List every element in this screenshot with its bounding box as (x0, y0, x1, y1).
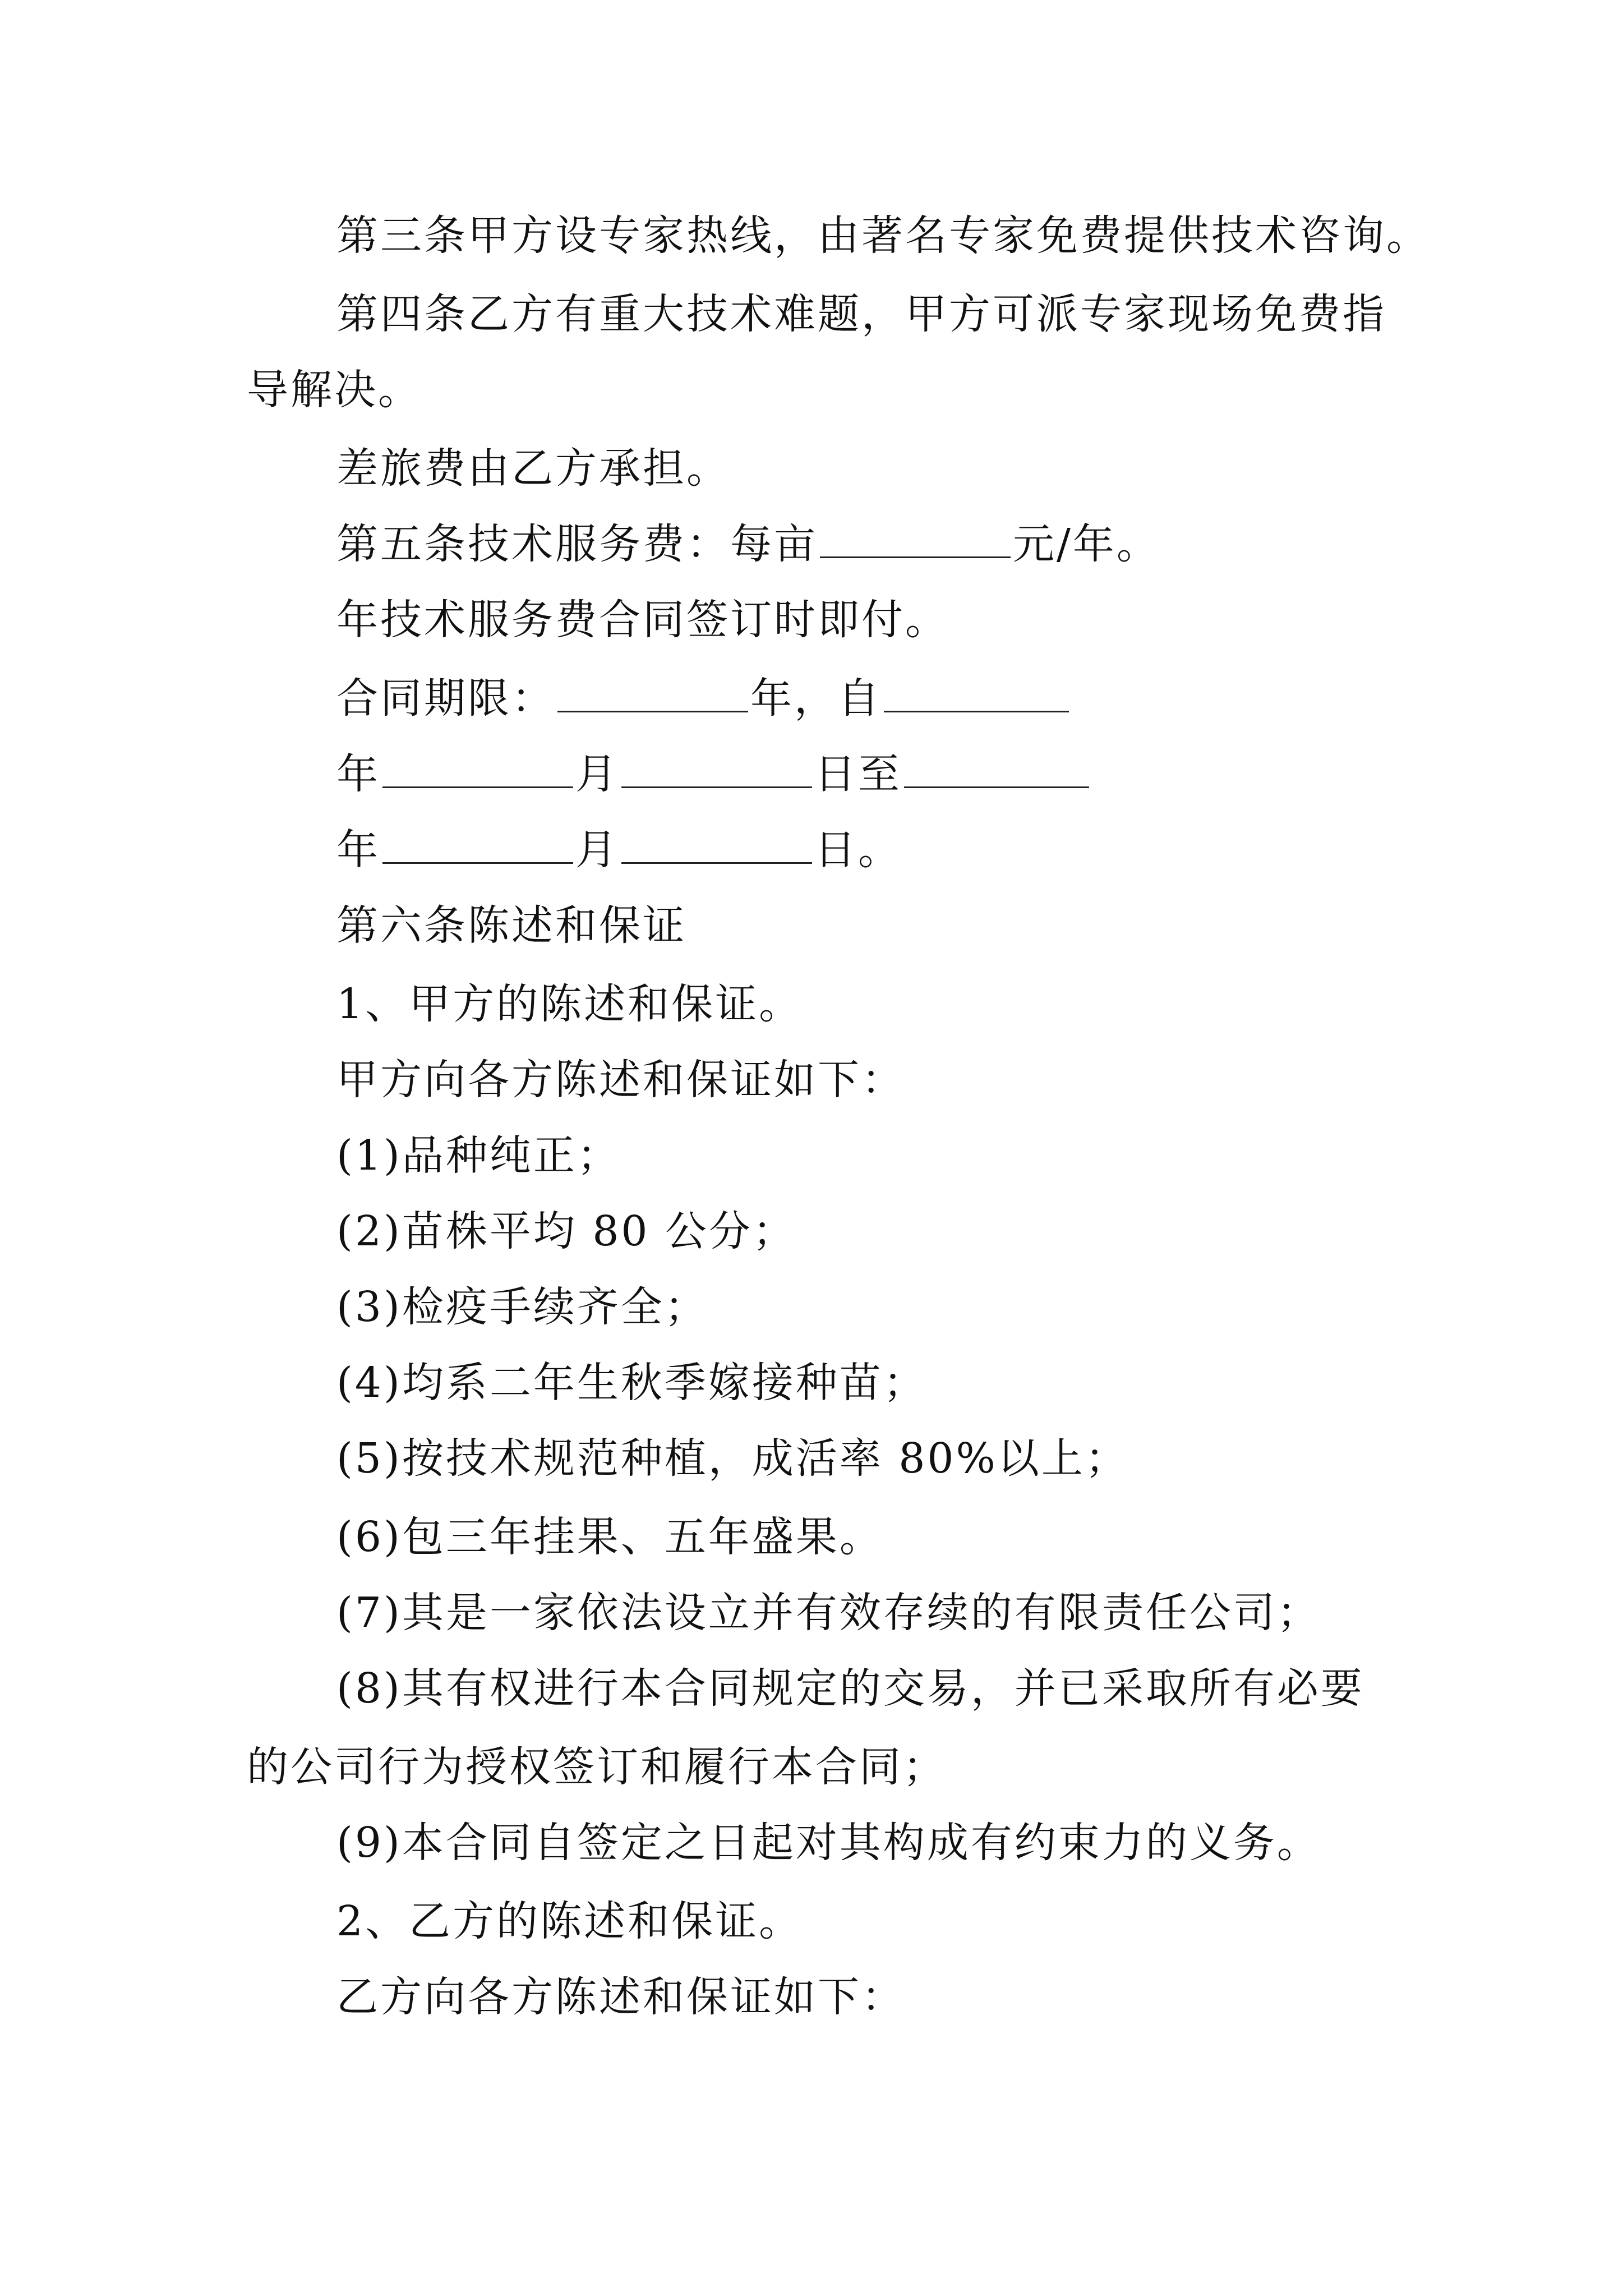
text: 日。 (814, 826, 902, 874)
list-item-9 (336, 1815, 1570, 1871)
list-item-8-line-1 (336, 1660, 1570, 1717)
term-years-blank[interactable] (557, 676, 748, 712)
party-a-heading (336, 976, 1570, 1032)
travel-expense-line (336, 440, 1570, 496)
list-item-7 (336, 1585, 1570, 1641)
end-month-blank[interactable] (382, 827, 573, 864)
end-date-line (336, 822, 1570, 878)
end-year-blank[interactable] (904, 752, 1089, 788)
text: (9)本合同自签定之日起对其构成有约束力的义务。 (336, 1819, 1321, 1867)
start-year-blank[interactable] (884, 676, 1069, 712)
text: 月 (575, 826, 619, 874)
text: (5)按技术规范种植，成活率 80%以上； (336, 1434, 1129, 1483)
text: (2)苗株平均 80 公分； (336, 1207, 797, 1255)
fee-per-mu-blank[interactable] (820, 522, 1011, 558)
text: 第五条技术服务费：每亩 (336, 520, 818, 568)
clause-3-line (336, 208, 1570, 264)
start-date-line (336, 746, 1570, 802)
text: (1)品种纯正； (336, 1131, 621, 1180)
list-item-8-line-2 (247, 1739, 1481, 1795)
text: (4)均系二年生秋季嫁接种苗； (336, 1359, 927, 1407)
text: 2、乙方的陈述和保证。 (336, 1897, 803, 1945)
text: 第六条陈述和保证 (336, 901, 686, 950)
text: 日至 (814, 750, 902, 798)
text: 年，自 (750, 674, 882, 723)
list-item-1 (336, 1128, 1570, 1184)
list-item-6 (336, 1509, 1570, 1565)
party-b-intro (336, 1969, 1570, 2025)
end-day-blank[interactable] (621, 827, 812, 864)
clause-5-line (336, 516, 1570, 572)
list-item-2 (336, 1203, 1570, 1259)
text: 年 (336, 826, 380, 874)
text: 元/年。 (1013, 520, 1160, 568)
text: 第四条乙方有重大技术难题，甲方可派专家现场免费指 (336, 290, 1386, 338)
text: 月 (575, 750, 619, 798)
clause-6-heading (336, 898, 1570, 954)
list-item-3 (336, 1279, 1570, 1335)
text: 甲方向各方陈述和保证如下： (336, 1056, 905, 1104)
text: 差旅费由乙方承担。 (336, 444, 730, 493)
text: (8)其有权进行本合同规定的交易，并已采取所有必要 (336, 1664, 1364, 1713)
text: 第三条甲方设专家热线，由著名专家免费提供技术咨询。 (336, 211, 1430, 260)
text: 导解决。 (247, 366, 422, 414)
start-day-blank[interactable] (621, 752, 812, 788)
clause-4-line-2 (247, 362, 1481, 418)
text: (7)其是一家依法设立并有效存续的有限责任公司； (336, 1589, 1321, 1637)
list-item-5 (336, 1430, 1570, 1487)
contract-term-line (336, 670, 1570, 726)
text: 合同期限： (336, 674, 555, 723)
list-item-4 (336, 1355, 1570, 1411)
text: 1、甲方的陈述和保证。 (336, 980, 803, 1028)
text: (6)包三年挂果、五年盛果。 (336, 1513, 883, 1561)
party-a-intro (336, 1052, 1570, 1108)
text: 乙方向各方陈述和保证如下： (336, 1973, 905, 2021)
party-b-heading (336, 1893, 1570, 1949)
fee-payment-line (336, 592, 1570, 648)
start-month-blank[interactable] (382, 752, 573, 788)
text: 年技术服务费合同签订时即付。 (336, 596, 949, 644)
text: 的公司行为授权签订和履行本合同； (247, 1743, 947, 1791)
text: (3)检疫手续齐全； (336, 1283, 708, 1331)
text: 年 (336, 750, 380, 798)
clause-4-line-1 (336, 286, 1570, 342)
